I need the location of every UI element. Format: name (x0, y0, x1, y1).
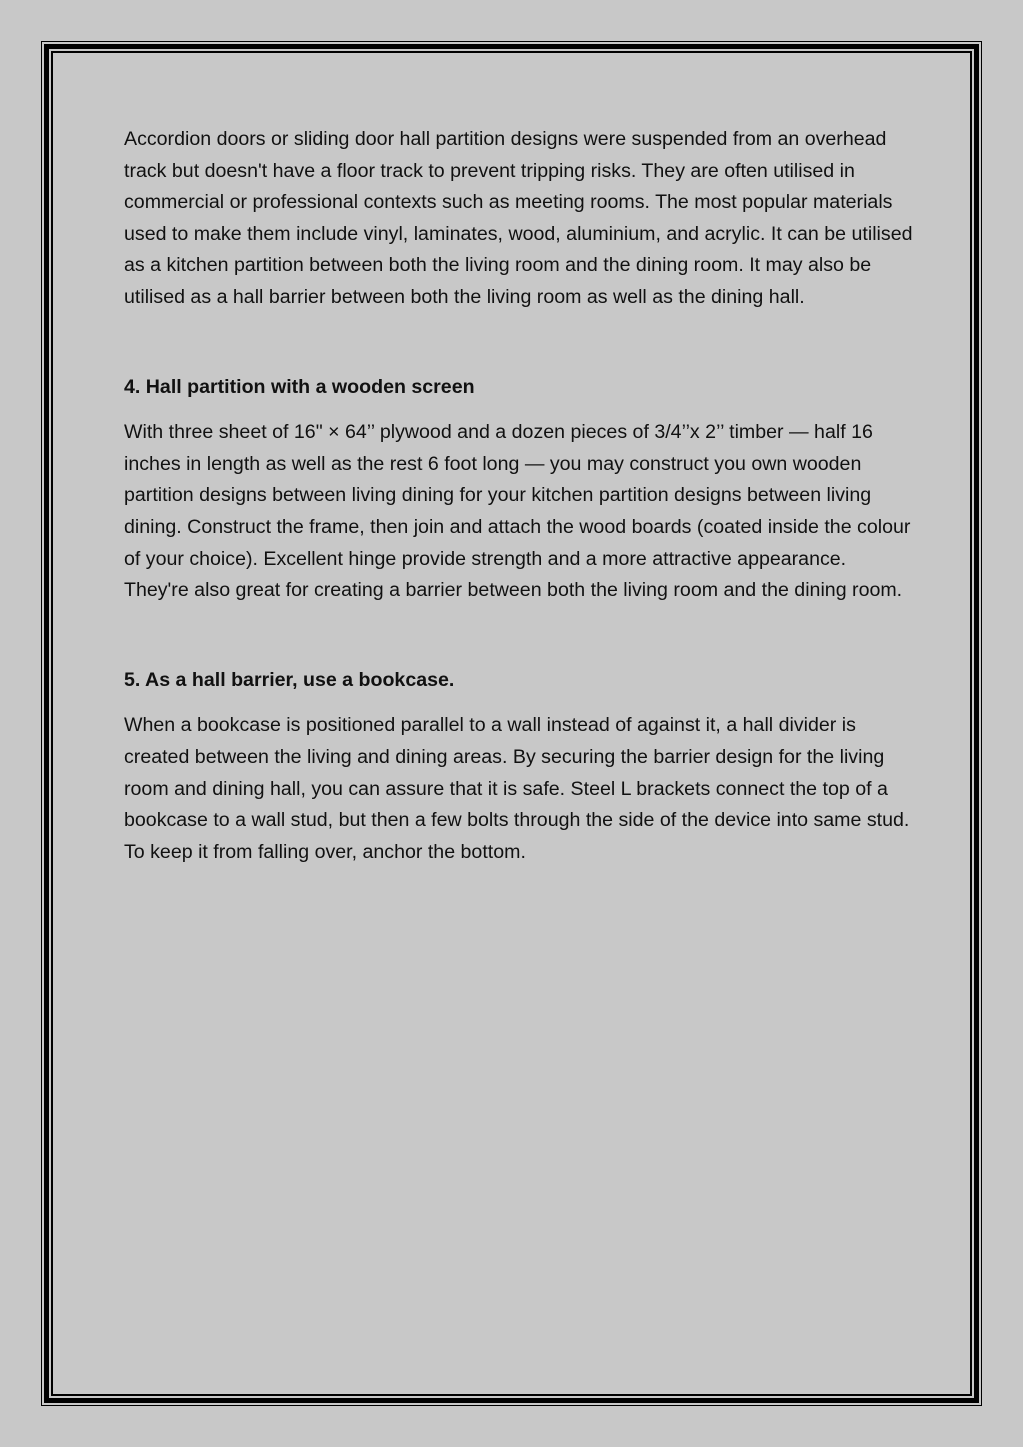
document-body (124, 124, 914, 868)
heading-wooden-screen: 4. Hall partition with a wooden screen (124, 375, 475, 398)
paragraph-accordion-doors: Accordion doors or sliding door hall partition designs were suspended from an overhead track but doesn't have a floor track to prevent tripping risks. They are often utilised in commercial or professional contexts such as meeting rooms. The most popular materials used to make them include vinyl, laminates, wood, aluminium, and acrylic. It can be utilised as a kitchen partition between both the living room and the dining room. It may also be utilised as a hall barrier between both the living room as well as the dining hall. (124, 128, 913, 308)
paragraph-wooden-screen: With three sheet of 16" × 64’’ plywood and a dozen pieces of 3/4’’x 2’’ timber — half 16 inches in length as well as the rest 6 foot long — you may construct you own wooden partition designs between living dining for your kitchen partition designs between living dining. Construct the frame, then join and attach the wood boards (coated inside the colour of your choice). Excellent hinge provide strength and a more attractive appearance. They're also great for creating a barrier between both the living room and the dining room. (124, 421, 911, 602)
heading-bookcase: 5. As a hall barrier, use a bookcase. (124, 668, 455, 691)
paragraph-bookcase: When a bookcase is positioned parallel to a wall instead of against it, a hall divider is created between the living and dining areas. By securing the barrier design for the living room and dining hall, you can assure that it is safe. Steel L brackets connect the top of a bookcase to a wall stud, but then a few bolts through the side of the device into same stud. To keep it from falling over, anchor the bottom. (124, 714, 910, 863)
